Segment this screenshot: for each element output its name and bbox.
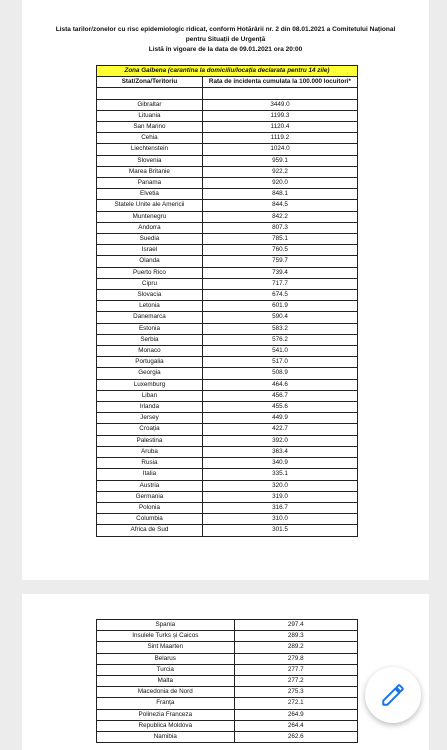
rate-cell: 340.9 [202,458,357,469]
table-row [97,245,358,256]
table-row [97,211,358,222]
rate-cell: 739.4 [202,267,357,278]
rate-cell: 264.4 [234,720,357,731]
rate-cell: 301.5 [202,525,357,536]
rate-cell: 310.0 [202,514,357,525]
table-row [97,698,358,709]
table-row [97,709,358,720]
pencil-icon [380,682,406,708]
country-cell: Panama [97,178,203,189]
country-cell: Sint Maarten [97,642,235,653]
table-row [97,99,358,110]
rate-cell: 541.0 [202,346,357,357]
country-cell: Spania [97,620,235,631]
table-row [97,368,358,379]
rate-cell: 392.0 [202,435,357,446]
rate-cell: 760.5 [202,245,357,256]
zone-title-row [97,66,358,77]
table-row [97,122,358,133]
rate-cell: 759.7 [202,256,357,267]
table-row [97,222,358,233]
country-cell: Insulele Turks și Caicos [97,631,235,642]
country-cell: Belarus [97,653,235,664]
document-header [52,25,399,55]
rate-cell: 275.3 [234,687,357,698]
rate-cell: 422.7 [202,424,357,435]
rate-cell: 449.9 [202,413,357,424]
rate-cell: 289.2 [234,642,357,653]
table-row [97,334,358,345]
country-cell: Turcia [97,664,235,675]
table-row [97,323,358,334]
country-cell: Danemarca [97,312,203,323]
country-cell: Estonia [97,323,203,334]
table-row [97,732,358,743]
rate-cell: 264.9 [234,709,357,720]
country-cell: Slovenia [97,155,203,166]
table-row [97,491,358,502]
country-cell: Georgia [97,368,203,379]
country-cell: Africa de Sud [97,525,203,536]
country-cell: Austria [97,480,203,491]
country-cell: Letonia [97,301,203,312]
country-cell: Aruba [97,446,203,457]
header-line-3: Listă în vigoare de la data de 09.01.2021 ora 20:00 [148,46,303,53]
country-cell: Serbia [97,334,203,345]
country-cell: Andorra [97,222,203,233]
country-cell: Statele Unite ale Americii [97,200,203,211]
rate-cell: 674.5 [202,290,357,301]
table-row [97,653,358,664]
table-header-row [97,77,358,88]
rate-cell: 508.9 [202,368,357,379]
table-row [97,110,358,121]
rate-cell: 717.7 [202,278,357,289]
table-row [97,144,358,155]
rate-cell: 277.2 [234,676,357,687]
document-page-1 [22,0,429,580]
rate-cell: 319.0 [202,491,357,502]
country-cell: Columbia [97,514,203,525]
rate-cell: 456.7 [202,390,357,401]
table-row [97,502,358,513]
table-row [97,620,358,631]
country-cell: Cipru [97,278,203,289]
country-cell: Luxemburg [97,379,203,390]
country-cell: Germania [97,491,203,502]
table-row [97,514,358,525]
country-cell: Muntenegru [97,211,203,222]
document-page-2 [22,594,429,750]
country-cell: Polonia [97,502,203,513]
table-row [97,480,358,491]
country-cell: Namibia [97,732,235,743]
table-row [97,390,358,401]
country-cell: Elvetia [97,189,203,200]
table-row [97,155,358,166]
country-cell: Suedia [97,234,203,245]
table-row [97,676,358,687]
table-row [97,458,358,469]
country-cell: Lituania [97,110,203,121]
table-row [97,189,358,200]
country-cell: Liban [97,390,203,401]
rate-cell: 517.0 [202,357,357,368]
rate-cell: 464.6 [202,379,357,390]
edit-button[interactable] [365,667,421,723]
rate-cell: 848.1 [202,189,357,200]
country-cell: Polinezia Franceza [97,709,235,720]
table-row [97,256,358,267]
table-row [97,720,358,731]
rate-cell: 576.2 [202,334,357,345]
rate-cell: 320.0 [202,480,357,491]
table-row [97,133,358,144]
table-row [97,446,358,457]
table-row [97,402,358,413]
country-cell: San Marino [97,122,203,133]
rate-cell: 277.7 [234,664,357,675]
country-cell: Slovacia [97,290,203,301]
country-cell: Palestina [97,435,203,446]
country-cell: Malta [97,676,235,687]
country-cell: Monaco [97,346,203,357]
table-row [97,413,358,424]
table-row [97,435,358,446]
column-header-rate: Rata de incidenta cumulata la 100.000 locuitori* [202,77,357,88]
zone-title: Zona Galbena (carantina la domiciliu/locația declarata pentru 14 zile) [97,66,358,77]
table-row [97,379,358,390]
country-cell: Macedonia de Nord [97,687,235,698]
rate-cell: 289.3 [234,631,357,642]
country-cell: Rusia [97,458,203,469]
yellow-zone-table [96,65,358,537]
rate-cell: 335.1 [202,469,357,480]
table-row [97,278,358,289]
country-cell: Liechtenstein [97,144,203,155]
table-row [97,178,358,189]
rate-cell: 959.1 [202,155,357,166]
table-row [97,301,358,312]
country-cell: Irlanda [97,402,203,413]
rate-cell: 590.4 [202,312,357,323]
table-row [97,687,358,698]
table-row [97,267,358,278]
table-row [97,525,358,536]
table-row [97,357,358,368]
country-cell: Puerto Rico [97,267,203,278]
rate-cell: 316.7 [202,502,357,513]
spacer-row [97,88,358,99]
table-row [97,631,358,642]
rate-cell: 297.4 [234,620,357,631]
table-row [97,200,358,211]
country-cell: Gibraltar [97,99,203,110]
table-row [97,290,358,301]
header-line-2: pentru Situații de Urgență [185,36,266,43]
rate-cell: 1024.0 [202,144,357,155]
country-cell: Olanda [97,256,203,267]
table-row [97,642,358,653]
table-row [97,469,358,480]
yellow-zone-table-continued [96,619,358,743]
country-cell: Portugalia [97,357,203,368]
rate-cell: 1120.4 [202,122,357,133]
rate-cell: 807.3 [202,222,357,233]
country-cell: Israel [97,245,203,256]
header-line-1: Lista tarilor/zonelor cu risc epidemiologic ridicat, conform Hotărârii nr. 2 din 08.01.2021 a Comitetului Național [55,26,396,33]
rate-cell: 262.6 [234,732,357,743]
rate-cell: 922.2 [202,166,357,177]
country-cell: Franța [97,698,235,709]
rate-cell: 601.9 [202,301,357,312]
country-cell: Republica Moldova [97,720,235,731]
table-row [97,664,358,675]
rate-cell: 272.1 [234,698,357,709]
rate-cell: 455.6 [202,402,357,413]
rate-cell: 842.2 [202,211,357,222]
country-cell: Marea Britanie [97,166,203,177]
table-row [97,166,358,177]
column-header-country: Stat/Zona/Teritoriu [97,77,203,88]
rate-cell: 785.1 [202,234,357,245]
rate-cell: 1119.2 [202,133,357,144]
country-cell: Croația [97,424,203,435]
table-row [97,346,358,357]
table-row [97,312,358,323]
rate-cell: 3449.0 [202,99,357,110]
country-cell: Jersey [97,413,203,424]
rate-cell: 583.2 [202,323,357,334]
rate-cell: 920.0 [202,178,357,189]
rate-cell: 363.4 [202,446,357,457]
rate-cell: 279.8 [234,653,357,664]
country-cell: Cehia [97,133,203,144]
table-row [97,234,358,245]
rate-cell: 1199.3 [202,110,357,121]
rate-cell: 844.5 [202,200,357,211]
table-row [97,424,358,435]
country-cell: Italia [97,469,203,480]
